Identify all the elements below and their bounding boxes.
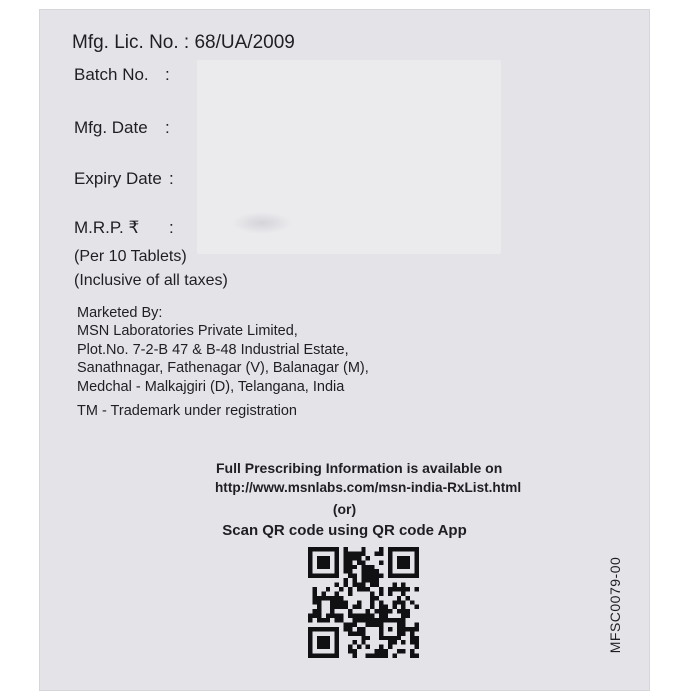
label-card (40, 10, 649, 690)
inclusive-taxes-note: (Inclusive of all taxes) (74, 272, 228, 289)
expiry-date-label: Expiry Date (74, 169, 162, 188)
print-smudge (232, 212, 292, 234)
mfg-lic-number: Mfg. Lic. No. : 68/UA/2009 (72, 32, 295, 53)
mrp-label: M.R.P. ₹ (74, 218, 140, 237)
mfg-date-colon: : (165, 118, 170, 137)
batch-no-label: Batch No. (74, 65, 149, 84)
prescribing-info-text: Full Prescribing Information is available on (216, 460, 503, 476)
mfg-date-label: Mfg. Date (74, 118, 148, 137)
expiry-date-colon: : (169, 169, 174, 188)
marketer-block (77, 304, 369, 396)
side-product-code-text: MFSC0079-00 (607, 556, 623, 654)
marketer-line: Sanathnagar, Fathenagar (V), Balanagar (M), (77, 360, 369, 377)
side-product-code (600, 540, 630, 670)
trademark-note: TM - Trademark under registration (77, 403, 297, 419)
marketer-line: Medchal - Malkajgiri (D), Telangana, India (77, 378, 345, 395)
prescribing-url: http://www.msnlabs.com/msn-india-RxList.html (215, 480, 522, 495)
mrp-colon: : (169, 218, 174, 237)
marketer-line: MSN Laboratories Private Limited, (77, 323, 298, 340)
scan-qr-text: Scan QR code using QR code App (222, 522, 467, 539)
qr-code-icon (308, 547, 419, 658)
batch-no-colon: : (165, 65, 170, 84)
marketed-by-heading: Marketed By: (77, 305, 163, 321)
marketer-line: Plot.No. 7-2-B 47 & B-48 Industrial Estate, (77, 341, 349, 358)
or-text: (or) (332, 501, 357, 517)
per-pack-note: (Per 10 Tablets) (74, 248, 187, 265)
